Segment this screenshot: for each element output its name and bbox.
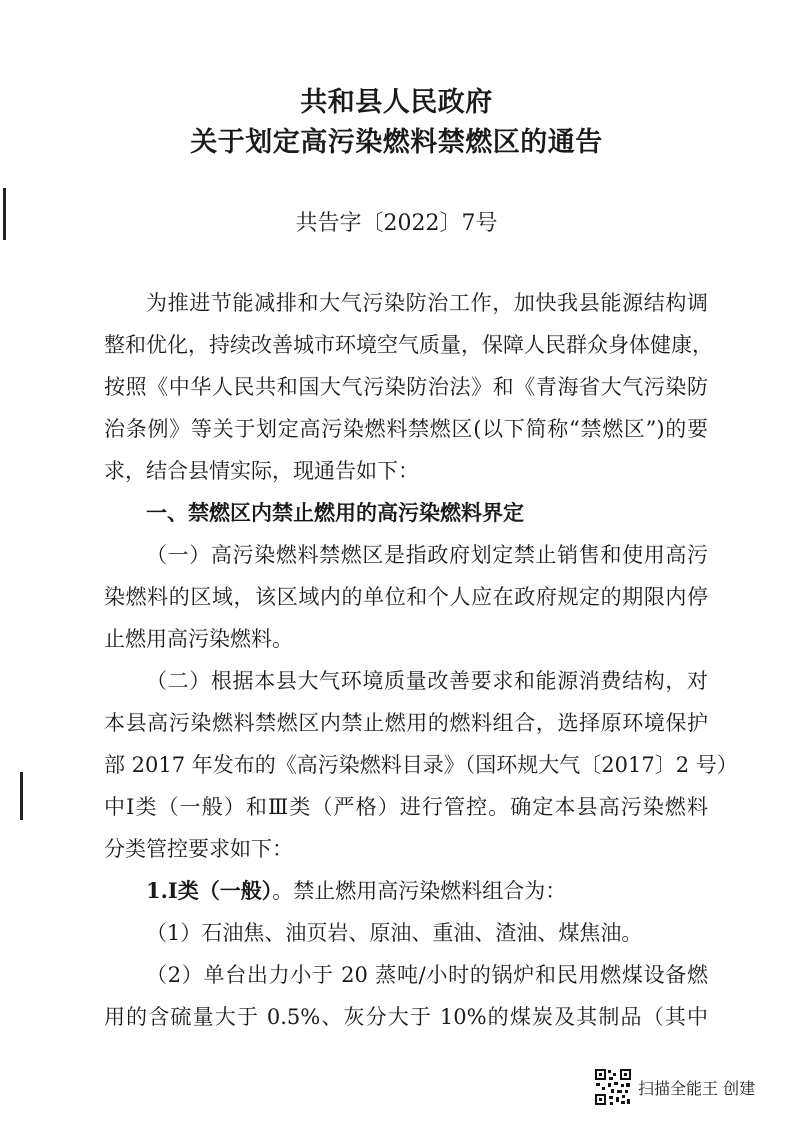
- paragraph-3-line-5: 分类管控要求如下：: [104, 837, 293, 861]
- item-1-2-line-1: （2）单台出力小于 20 蒸吨/小时的锅炉和民用燃煤设备燃: [146, 963, 708, 987]
- scan-mark: [20, 772, 23, 820]
- item-1-2-line-2: 用的含硫量大于 0.5%、灰分大于 10%的煤炭及其制品（其中: [104, 1005, 708, 1029]
- paragraph-1-line-4: 治条例》等关于划定高污染燃料禁燃区(以下简称“禁燃区”)的要: [104, 417, 708, 441]
- paragraph-1-line-5: 求，结合县情实际，现通告如下：: [104, 459, 419, 483]
- qr-code-icon: [594, 1068, 632, 1106]
- paragraph-2-line-1: （一）高污染燃料禁燃区是指政府划定禁止销售和使用高污: [146, 543, 708, 567]
- item-1: [146, 876, 566, 906]
- document-title-line1: 共和县人民政府: [300, 87, 493, 118]
- paragraph-3-line-3: 部 2017 年发布的《高污染燃料目录》（国环规大气〔2017〕2 号）: [104, 753, 738, 777]
- paragraph-2-line-3: 止燃用高污染燃料。: [104, 627, 293, 651]
- paragraph-3-line-4: 中Ⅰ类（一般）和Ⅲ类（严格）进行管控。确定本县高污染燃料: [104, 795, 708, 819]
- paragraph-1-line-3: 按照《中华人民共和国大气污染防治法》和《青海省大气污染防: [104, 375, 708, 399]
- item-1-label: 1.Ⅰ类（一般）: [146, 878, 273, 903]
- scan-mark: [3, 188, 6, 240]
- document-number: 共告字〔2022〕7号: [295, 211, 498, 236]
- paragraph-3-line-2: 本县高污染燃料禁燃区内禁止燃用的燃料组合，选择原环境保护: [104, 711, 708, 735]
- item-1-text: 。禁止燃用高污染燃料组合为：: [272, 879, 567, 903]
- paragraph-2-line-2: 染燃料的区域，该区域内的单位和个人应在政府规定的期限内停: [104, 585, 708, 609]
- paragraph-3-line-1: （二）根据本县大气环境质量改善要求和能源消费结构，对: [146, 669, 708, 693]
- paragraph-1-line-2: 整和优化，持续改善城市环境空气质量，保障人民群众身体健康，: [104, 333, 713, 357]
- document-title-line2: 关于划定高污染燃料禁燃区的通告: [190, 127, 603, 158]
- paragraph-1-line-1: 为推进节能减排和大气污染防治工作，加快我县能源结构调: [146, 291, 708, 315]
- item-1-1: （1）石油焦、油页岩、原油、重油、渣油、煤焦油。: [146, 921, 643, 945]
- scanner-credit-text: 扫描全能王 创建: [638, 1079, 756, 1098]
- section-1-heading: 一、禁燃区内禁止燃用的高污染燃料界定: [146, 501, 524, 525]
- scanner-watermark: [594, 1066, 774, 1112]
